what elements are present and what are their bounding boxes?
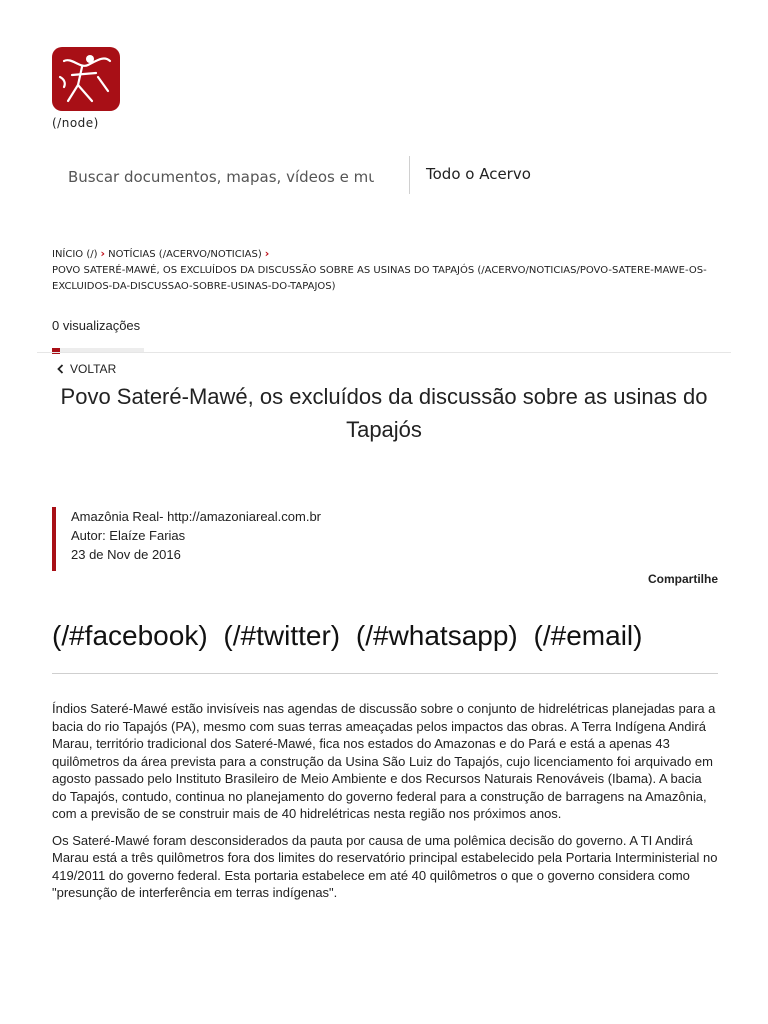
breadcrumb-noticias[interactable]: NOTÍCIAS (/ACERVO/NOTICIAS) xyxy=(108,249,262,260)
article-author: Autor: Elaíze Farias xyxy=(71,528,186,543)
share-links xyxy=(52,620,650,652)
view-count: 0 visualizações xyxy=(52,318,141,333)
article-date: 23 de Nov de 2016 xyxy=(71,547,181,562)
chevron-right-icon: › xyxy=(100,247,106,260)
chevron-right-icon: › xyxy=(264,247,270,260)
article-title: Povo Sateré-Mawé, os excluídos da discussão sobre as usinas do Tapajós xyxy=(60,384,708,442)
logo-figure-icon xyxy=(52,47,120,111)
logo-link-text[interactable]: (/node) xyxy=(52,116,99,130)
tab-indicator-mark xyxy=(52,348,60,354)
tab-divider xyxy=(37,352,731,353)
site-logo[interactable] xyxy=(52,47,120,111)
back-button[interactable] xyxy=(57,362,116,376)
article-paragraph: Os Sateré-Mawé foram desconsiderados da pauta por causa de uma polêmica decisão do governo. A TI Andirá Marau está a três quilômetros fora dos limites do reservatório principal estabelecido pela Portaria Interministerial no 419/2011 do governo federal. Esta portaria estabelece em até 40 quilômetros o que o governo considera como "presunção de interferência em terras indígenas". xyxy=(52,832,718,900)
search-input[interactable] xyxy=(62,160,380,194)
section-divider xyxy=(52,673,718,674)
back-label: VOLTAR xyxy=(70,362,117,376)
breadcrumb-home[interactable]: INÍCIO (/) xyxy=(52,249,98,260)
scope-select[interactable]: Todo o Acervo xyxy=(426,165,531,183)
article-source: Amazônia Real- http://amazoniareal.com.br xyxy=(71,509,322,524)
article-paragraph: Índios Sateré-Mawé estão invisíveis nas agendas de discussão sobre o conjunto de hidrelétricas planejadas para a bacia do rio Tapajós (PA), mesmo com suas terras ameaçadas pelos impactos das obras. A Terra Indígena Andirá Marau, território tradicional dos Sateré-Mawé, fica nos estados do Amazonas e do Pará e está a apenas 43 quilômetros da área prevista para a construção da Usina São Luiz do Tapajós, cujo licenciamento foi arquivado em agosto passado pelo Instituto Brasileiro de Meio Ambiente e dos Recursos Naturais Renováveis (Ibama). A bacia do Tapajós, contudo, continua no planejamento do governo federal para a construção de barragens na Amazônia, com a previsão de se construir mais de 40 hidrelétricas nesta região nos próximos anos. xyxy=(52,701,716,821)
share-label: Compartilhe xyxy=(647,572,718,586)
share-email-link[interactable]: (/#email) xyxy=(533,620,643,651)
share-twitter-link[interactable]: (/#twitter) xyxy=(223,620,341,651)
share-whatsapp-link[interactable]: (/#whatsapp) xyxy=(355,620,518,651)
article-body xyxy=(52,700,718,911)
share-facebook-link[interactable]: (/#facebook) xyxy=(52,620,208,651)
article-meta xyxy=(52,507,321,571)
chevron-left-icon xyxy=(57,364,64,374)
search-divider xyxy=(409,156,410,194)
breadcrumb-current[interactable]: POVO SATERÉ-MAWÉ, OS EXCLUÍDOS DA DISCUSSÃO SOBRE AS USINAS DO TAPAJÓS (/ACERVO/NOTICIAS/POVO-SATERE-MAWE-OS-EXCLUIDOS-DA-DISCUSSAO-SOBRE-USINAS-DO-TAPAJOS) xyxy=(52,265,707,292)
breadcrumb xyxy=(52,246,712,295)
